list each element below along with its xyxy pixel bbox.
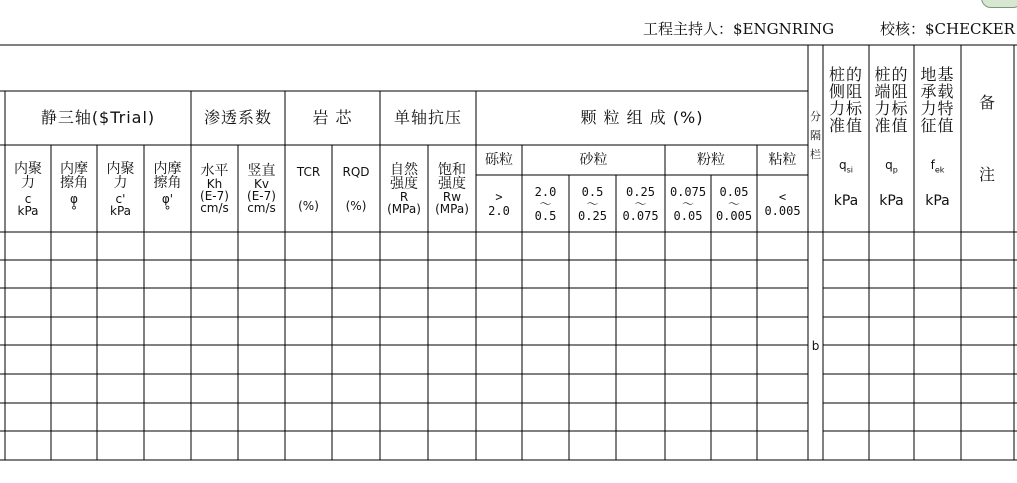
separator-column-label: 分 隔 栏 xyxy=(810,109,821,161)
col-friction-phi: 内摩 擦角 φ ° xyxy=(60,160,88,218)
range-0.05-0.005: 0.05 ～ 0.005 xyxy=(715,185,753,223)
col-silt: 粉粒 xyxy=(697,152,725,168)
range-gt-2: > 2.0 xyxy=(488,190,510,218)
range-0.5-0.25: 0.5 ～ 0.25 xyxy=(578,185,607,223)
col-remark-1: 备 xyxy=(978,93,996,112)
col-gravel: 砾粒 xyxy=(485,152,513,168)
col-qsi-unit: kPa xyxy=(833,193,859,209)
col-qsi-symbol: $q_{si}$ xyxy=(838,158,853,175)
range-2-0.5: 2.0 ～ 0.5 xyxy=(534,185,557,223)
col-cohesion-c-prime: 内聚 力 c' kPa xyxy=(106,160,135,218)
checker-label: 校核：$CHECKER xyxy=(880,20,1015,38)
col-qp-symbol: $q_p$ xyxy=(885,158,898,175)
range-0.075-0.05: 0.075 ～ 0.05 xyxy=(669,185,707,223)
col-fak-symbol: $f_{ek}$ xyxy=(930,158,945,175)
col-natural-strength: 自然 强度 R (MPa) xyxy=(387,162,421,216)
col-qp-unit: kPa xyxy=(879,193,904,209)
group-grain-composition: 颗 粒 组 成 (%) xyxy=(580,108,704,127)
separator-value: b xyxy=(811,339,820,353)
col-sand: 砂粒 xyxy=(579,152,608,168)
col-clay: 粘粒 xyxy=(768,152,797,168)
engineer-label: 工程主持人：$ENGNRING xyxy=(643,20,835,38)
group-permeability: 渗透系数 xyxy=(203,108,272,127)
col-remark-2: 注 xyxy=(978,165,996,184)
col-kv: 竖直 Kv (E-7) cm/s xyxy=(247,163,276,215)
group-triaxial: 静三轴($Trial) xyxy=(40,108,156,127)
col-qp-label: 桩的 端阻 力标 准值 xyxy=(874,65,909,135)
range-0.25-0.075: 0.25 ～ 0.075 xyxy=(622,185,659,223)
col-cohesion-c: 内聚 力 c kPa xyxy=(14,160,42,218)
col-fak-label: 地基 承载 力特 征值 xyxy=(920,65,955,135)
col-friction-phi-prime: 内摩 擦角 φ' ° xyxy=(153,160,182,218)
col-qsi-label: 桩的 侧阻 力标 准值 xyxy=(828,65,863,135)
col-tcr: TCR (%) xyxy=(296,165,321,213)
group-uniaxial: 单轴抗压 xyxy=(393,108,462,127)
col-rqd: RQD (%) xyxy=(342,165,370,213)
group-core: 岩 芯 xyxy=(312,108,353,127)
col-kh: 水平 Kh (E-7) cm/s xyxy=(200,163,229,215)
col-fak-unit: kPa xyxy=(925,193,950,209)
range-lt-0.005: < 0.005 xyxy=(764,190,801,218)
col-saturated-strength: 饱和 强度 Rw (MPa) xyxy=(435,162,469,216)
